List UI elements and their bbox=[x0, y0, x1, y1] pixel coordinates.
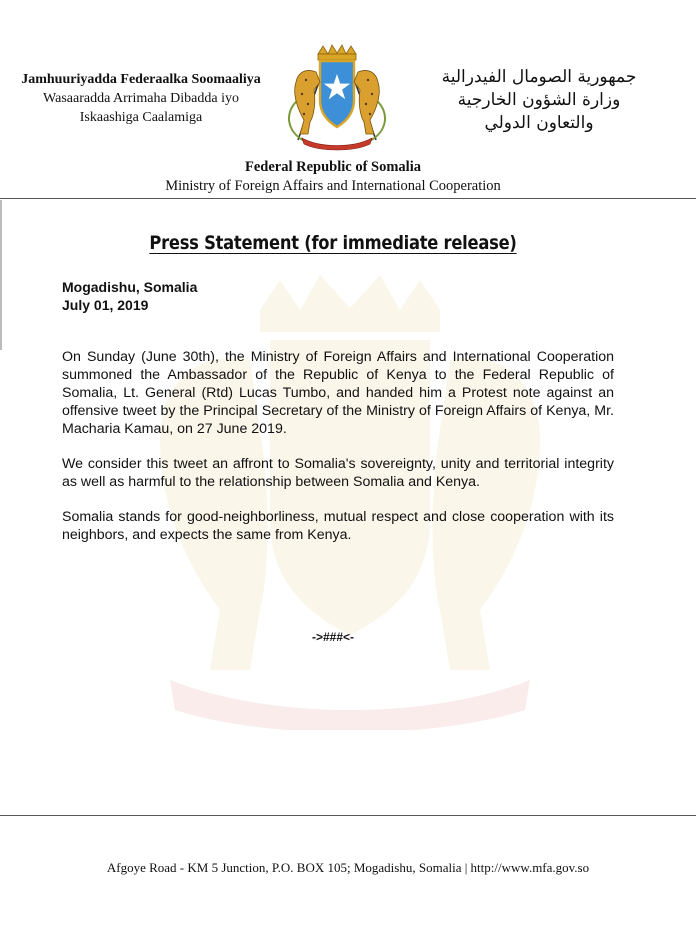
footer-address: Afgoye Road - KM 5 Junction, P.O. BOX 105; Mogadishu, Somalia | http://www.mfa.gov.so bbox=[106, 860, 590, 875]
arabic-ministry-line-2: والتعاون الدولي bbox=[484, 113, 594, 133]
dateline bbox=[62, 278, 197, 314]
statement-paragraph-3: Somalia stands for good-neighborliness, mutual respect and close cooperation with its neighbors, and expects the same from Kenya. bbox=[62, 509, 614, 543]
letterhead-somali-text bbox=[10, 70, 272, 127]
footer-divider bbox=[0, 815, 696, 816]
english-republic-name: Federal Republic of Somalia bbox=[244, 159, 421, 175]
letterhead-english-text bbox=[0, 158, 666, 196]
page-edge-mark bbox=[0, 200, 2, 350]
arabic-ministry-line-1: وزارة الشؤون الخارجية bbox=[457, 90, 621, 110]
dateline-place: Mogadishu, Somalia bbox=[62, 279, 198, 295]
dateline-date: July 01, 2019 bbox=[62, 297, 149, 313]
arabic-republic-name: جمهورية الصومال الفيدرالية bbox=[441, 67, 637, 87]
statement-paragraph-2: We consider this tweet an affront to Somalia's sovereignty, unity and territorial integrity as well as harmful to the relationship between Somalia and Kenya. bbox=[62, 456, 614, 490]
letterhead bbox=[0, 0, 696, 200]
statement-paragraph-1: On Sunday (June 30th), the Ministry of Foreign Affairs and International Cooperation summoned the Ambassador of the Republic of Kenya to the Federal Republic of Somalia, Lt. General (Rtd) Lucas Tumbo, and handed him a Protest note against an offensive tweet by the Principal Secretary of the Ministry of Foreign Affairs of Kenya, Mr. Macharia Kamau, on 27 June 2019. bbox=[62, 349, 614, 437]
coat-of-arms-watermark-icon bbox=[110, 270, 590, 730]
letterhead-arabic-text bbox=[394, 66, 684, 135]
somali-republic-name: Jamhuuriyadda Federaalka Soomaaliya bbox=[21, 72, 261, 87]
header-divider bbox=[0, 198, 696, 199]
end-of-statement-marker: ->###<- bbox=[311, 630, 355, 644]
somali-ministry-line-2: Iskaashiga Caalamiga bbox=[79, 110, 203, 125]
somalia-coat-of-arms-icon bbox=[276, 42, 398, 152]
english-ministry-name: Ministry of Foreign Affairs and International Cooperation bbox=[165, 178, 501, 194]
somali-ministry-line-1: Wasaaradda Arrimaha Dibadda iyo bbox=[43, 91, 239, 106]
press-statement-title: Press Statement (for immediate release) bbox=[149, 232, 517, 254]
